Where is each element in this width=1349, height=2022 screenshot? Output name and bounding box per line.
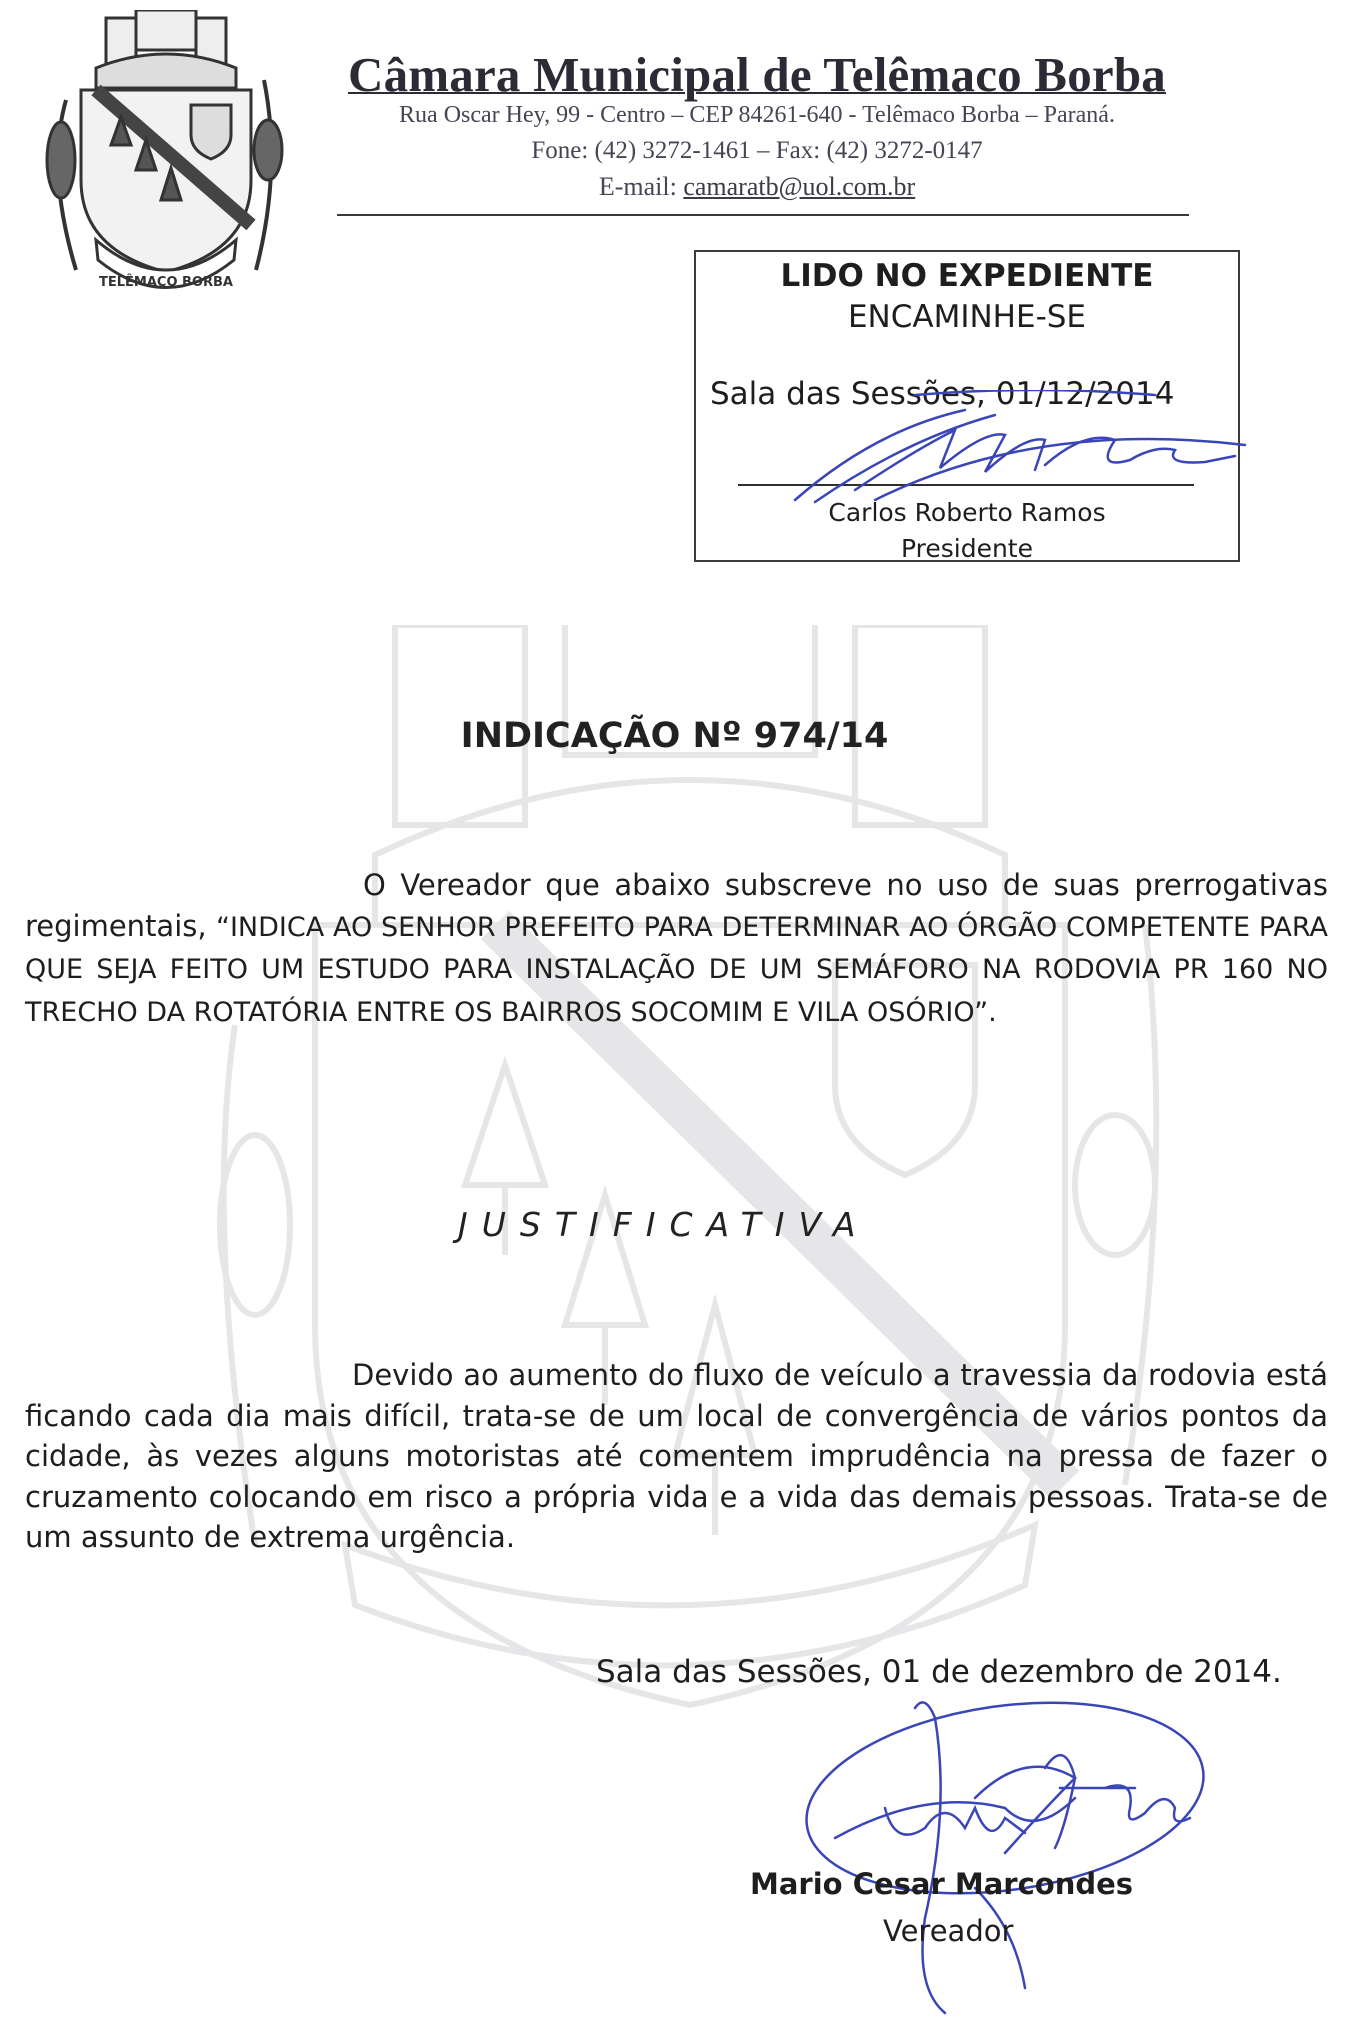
header-phone-fax: Fone: (42) 3272-1461 – Fax: (42) 3272-0147 <box>531 137 983 164</box>
justification-heading: JUSTIFICATIVA <box>458 1205 870 1244</box>
email-link[interactable]: camaratb@uol.com.br <box>683 172 916 201</box>
watermark-crest <box>195 625 1180 1735</box>
header-address: Rua Oscar Hey, 99 - Centro – CEP 84261-640 - Telêmaco Borba – Paraná. <box>399 102 1115 128</box>
closing-place-date: Sala das Sessões, 01 de dezembro de 2014. <box>596 1654 1282 1690</box>
stamp-line-read: LIDO NO EXPEDIENTE <box>780 258 1154 294</box>
indication-paragraph <box>25 865 1328 1033</box>
email-label: E-mail: <box>598 172 677 201</box>
councilor-signature <box>775 1688 1255 2018</box>
stamp-session-date: Sala das Sessões, 01/12/2014 <box>710 376 1175 412</box>
justification-paragraph: Devido ao aumento do fluxo de veículo a travessia da rodovia está ficando cada dia mais difícil, trata-se de um local de convergência de vários pontos da cidade, às vezes alguns motoristas até comentem imprudência na pressa de fazer o cruzamento colocando em risco a própria vida e a vida das demais pessoas. Trata-se de um assunto de extrema urgência. <box>25 1358 1328 1554</box>
document-title: INDICAÇÃO Nº 974/14 <box>460 716 889 756</box>
stamp-line-forward: ENCAMINHE-SE <box>847 299 1087 335</box>
indication-request-text: “INDICA AO SENHOR PREFEITO PARA DETERMINAR AO ÓRGÃO COMPETENTE PARA QUE SEJA FEITO UM ESTUDO PARA INSTALAÇÃO DE UM SEMÁFORO NA RODOVIA PR 160 NO TRECHO DA ROTATÓRIA ENTRE OS BAIRROS SOCOMIM E VILA OSÓRIO”. <box>25 911 1328 1028</box>
municipal-crest-logo <box>36 10 294 310</box>
stamp-signer-name: Carlos Roberto Ramos <box>828 498 1106 527</box>
crest-banner-text: TELÊMACO BORBA <box>99 275 233 290</box>
paragraph-intro-text: O Vereador que abaixo subscreve no uso de suas prerrogativas regimentais, <box>25 868 1328 943</box>
header-divider <box>337 214 1189 216</box>
stamp-signer-role: Presidente <box>901 534 1033 563</box>
president-signature <box>735 390 1255 508</box>
signer-name: Mario Cesar Marcondes <box>750 1867 1134 1901</box>
chamber-name-title: Câmara Municipal de Telêmaco Borba <box>347 47 1166 102</box>
header-email-line <box>337 172 1177 202</box>
signer-role: Vereador <box>883 1914 1014 1948</box>
